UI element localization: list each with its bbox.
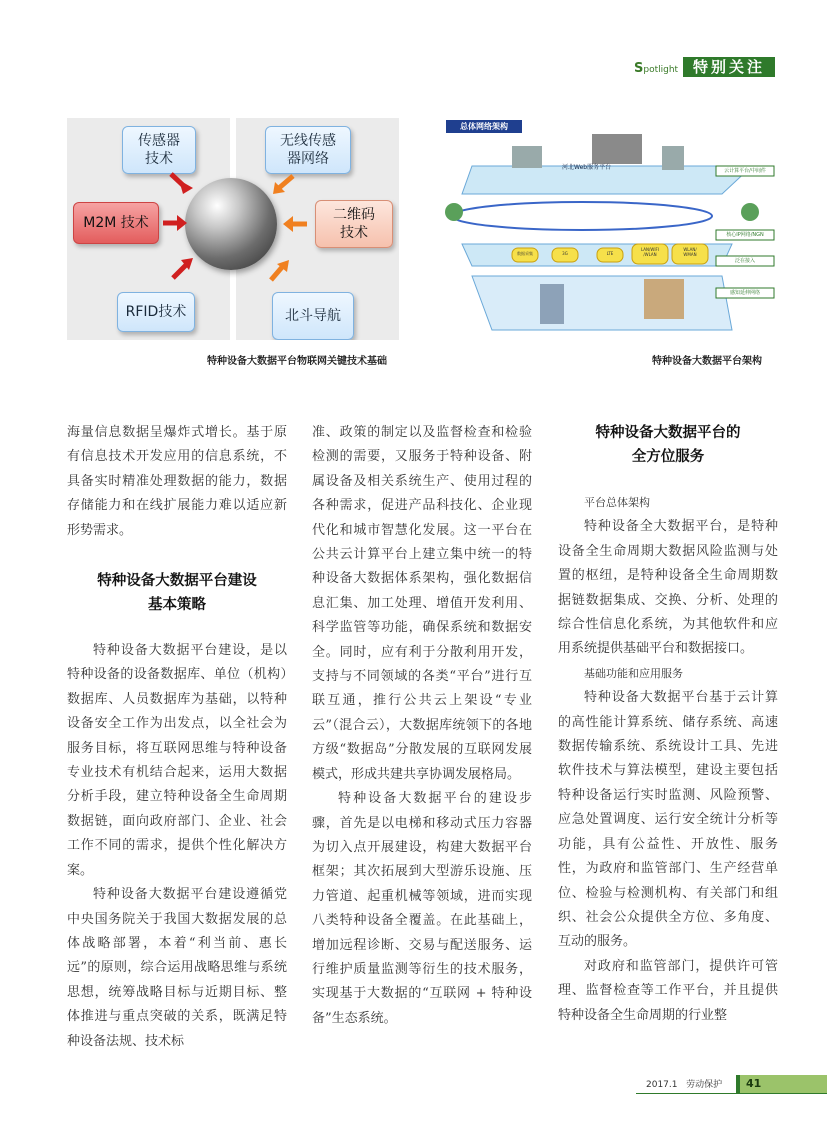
- arrow-icon: [173, 264, 187, 278]
- layer-label: LAN/WIFI /WLAN: [640, 247, 659, 257]
- platform-architecture-figure: [432, 116, 777, 338]
- paragraph: 特种设备大数据平台建设遵循党中央国务院关于我国大数据发展的总体战略部署，本着“利当前、惠长远”的原则，综合运用战略思维与系统思想，统筹战略目标与近期目标、整体推进与重点突破的关系，既满足特种设备法规、技术标: [67, 887, 287, 1049]
- server-icon: [662, 146, 684, 170]
- node-icon: [445, 203, 463, 221]
- architecture-diagram: [432, 116, 777, 338]
- footer-line: [636, 1093, 827, 1094]
- right-label-core: 核心IP网络/NGN: [726, 232, 764, 238]
- node-wsn: 无线传感 器网络: [265, 126, 351, 174]
- core-network-ring: [452, 202, 712, 230]
- sensing-layer: [472, 276, 732, 330]
- issue-info: 2017.1 劳动保护: [646, 1080, 723, 1090]
- column-3: [558, 421, 778, 1028]
- column-2: [312, 421, 532, 1031]
- paragraph: 对政府和监管部门，提供许可管理、监督检查等工作平台，并且提供特种设备全生命周期的行业整: [558, 958, 778, 1023]
- page-number: 41: [736, 1075, 827, 1093]
- node-beidou: 北斗导航: [272, 292, 354, 340]
- layer-label: LTE: [606, 251, 614, 256]
- section-title: 特别关注: [683, 57, 775, 77]
- iot-tech-figure: [67, 118, 399, 340]
- section-heading: 特种设备大数据平台的 全方位服务: [595, 425, 741, 465]
- server-icon: [512, 146, 542, 168]
- layer-label: 3G: [562, 251, 568, 256]
- layer-label: 数据采集: [517, 251, 533, 256]
- paragraph: 特种设备大数据平台基于云计算的高性能计算系统、储存系统、高速数据传输系统、系统设计工具、先进软件技术与算法模型，建设主要包括特种设备运行实时监测、风险预警、应急处置调度、运行安全统计分析等功能，具有公益性、开放性、服务性，为政府和监管部门、生产经营单位、检验与检测机构、有关部门和组织、社会公众提供全方位、多角度、互动的服务。: [558, 690, 778, 950]
- column-1: [67, 421, 287, 1054]
- figure1-caption: 特种设备大数据平台物联网关键技术基础: [207, 356, 387, 367]
- building-icon: [540, 284, 564, 324]
- node-sensor: 传感器 技术: [122, 126, 196, 174]
- diagram-title: 总体网络架构: [460, 122, 508, 131]
- arrow-icon: [171, 174, 187, 189]
- server-rack-icon: [592, 134, 642, 164]
- arrows-layer: [67, 118, 399, 340]
- arrow-icon: [271, 266, 283, 280]
- node-qrcode: 二维码 技术: [315, 200, 393, 248]
- building-icon: [644, 279, 684, 319]
- page-footer: [636, 1075, 827, 1095]
- subheading: 平台总体架构: [584, 496, 650, 509]
- right-label-access: 泛在接入: [734, 258, 755, 264]
- node-m2m: M2M 技术: [73, 202, 159, 244]
- node-icon: [741, 203, 759, 221]
- paragraph: 准、政策的制定以及监督检查和检验检测的需要，又服务于特种设备、附属设备及相关系统生产、使用过程的各种需求，促进产品科技化、企业现代化和城市智慧化发展。这一平台在公共云计算平台上建立集中统一的特种设备大数据体系架构，强化数据信息汇集、加工处理、增值开发利用、科学监管等功能，确保系统和数据安全。同时，应有利于分散利用开发，支持与不同领域的各类“平台”进行互联互通，推行公共云上架设“专业云”（混合云），大数据库统领下的各地方级“数据岛”分散发展的互联网发展模式，形成共建共享协调发展格局。: [312, 425, 532, 782]
- subheading: 基础功能和应用服务: [584, 666, 683, 680]
- paragraph: 特种设备全大数据平台，是特种设备全生命周期大数据风险监测与处置的枢纽，是特种设备全生命周期数据链数据集成、交换、分析、处理的综合性信息化系统，为其他软件和应用系统提供基础平台和数据接口。: [558, 519, 778, 657]
- top-label: 河北Web服务平台: [562, 164, 612, 171]
- paragraph: 特种设备大数据平台建设，是以特种设备的设备数据库、单位（机构）数据库、人员数据库为基础，以特种设备安全工作为出发点，以全社会为服务目标，将互联网思维与特种设备专业技术有机结合起来，运用大数据分析手段，建立特种设备全生命周期数据链，面向政府部门、企业、社会工作不同的需求，提供个性化解决方案。: [67, 643, 287, 878]
- arrow-icon: [279, 176, 293, 188]
- right-label-cloud: 云计算平台/中间件: [724, 168, 766, 174]
- section-header: [634, 57, 775, 79]
- arrow-icon: [177, 215, 187, 231]
- paragraph: 特种设备大数据平台的建设步骤，首先是以电梯和移动式压力容器为切入点开展建设，构建大数据平台框架；其次拓展到大型游乐设施、压力管道、起重机械等领域，进而实现八类特种设备全覆盖。在此基础上，增加远程诊断、交易与配送服务、运行维护质量监测等衍生的技术服务，实现基于大数据的“互联网 + 特种设备”生态系统。: [312, 791, 532, 1026]
- right-label-sensing: 感知延伸网络: [729, 290, 760, 296]
- arrow-icon: [283, 216, 293, 232]
- spotlight-label: Spotlight: [634, 61, 679, 76]
- figure2-caption: 特种设备大数据平台架构: [652, 356, 762, 367]
- layer-label: WLAN/ WMAN: [683, 247, 697, 257]
- node-rfid: RFID技术: [117, 292, 195, 332]
- paragraph: 海量信息数据呈爆炸式增长。基于原有信息技术开发应用的信息系统，不具备实时精准处理数据的能力，数据存储能力和在线扩展能力难以适应新形势需求。: [67, 425, 287, 538]
- section-heading: 特种设备大数据平台建设 基本策略: [97, 573, 257, 614]
